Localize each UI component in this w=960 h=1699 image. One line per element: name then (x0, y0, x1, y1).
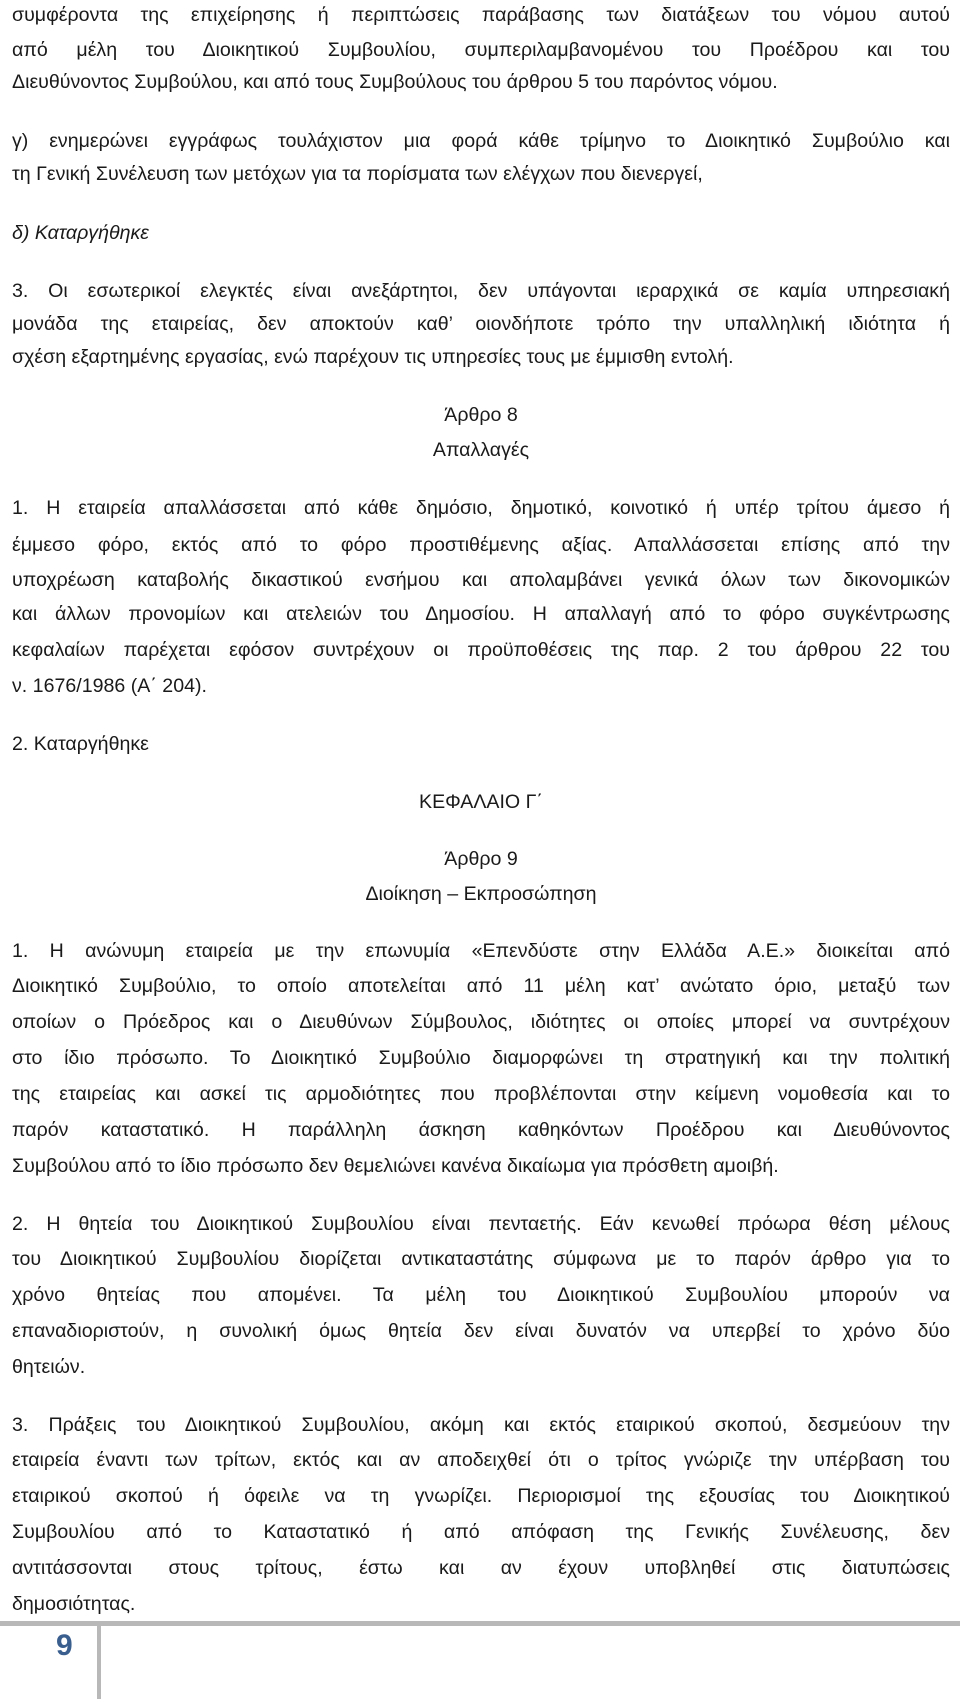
paragraph-line: Διευθύνοντος Συμβούλου, και από τους Συμβούλους του άρθρου 5 του παρόντος νόμου. (12, 71, 778, 93)
paragraph-line: μονάδα της εταιρείας, δεν αποκτούν καθ’ οιονδήποτε τρόπο την υπαλληλική ιδιότητα ή (12, 313, 950, 335)
paragraph-line: γ) ενημερώνει εγγράφως τουλάχιστον μια φορά κάθε τρίμηνο το Διοικητικό Συμβούλιο και (12, 130, 950, 152)
paragraph-line: αντιτάσσονται στους τρίτους, έστω και αν έχουν υποβληθεί στις διατυπώσεις (12, 1557, 950, 1579)
paragraph-line: επαναδιοριστούν, η συνολική όμως θητεία δεν είναι δυνατόν να υπερβεί το χρόνο δύο (12, 1320, 950, 1342)
paragraph-line: σχέση εξαρτημένης εργασίας, ενώ παρέχουν τις υπηρεσίες τους με έμμισθη εντολή. (12, 346, 734, 368)
paragraph-line: εταιρεία έναντι των τρίτων, εκτός και αν αποδειχθεί ότι ο τρίτος γνώριζε την υπέρβαση του (12, 1449, 950, 1471)
paragraph-line: τη Γενική Συνέλευση των μετόχων για τα πορίσματα των ελέγχων που διενεργεί, (12, 163, 703, 185)
paragraph-line: και άλλων προνομίων και ατελειών του Δημοσίου. Η απαλλαγή από το φόρο συγκέντρωσης (12, 603, 950, 625)
paragraph-line: δημοσιότητας. (12, 1593, 136, 1615)
article-heading: Άρθρο 8 (444, 404, 518, 426)
paragraph-line: κεφαλαίων παρέχεται εφόσον συντρέχουν οι προϋποθέσεις της παρ. 2 του άρθρου 22 του (12, 639, 950, 661)
paragraph-line: 1. Η εταιρεία απαλλάσσεται από κάθε δημόσιο, δημοτικό, κοινοτικό ή υπέρ τρίτου άμεσο ή (12, 497, 950, 519)
paragraph-line: 1. Η ανώνυμη εταιρεία με την επωνυμία «Επενδύστε στην Ελλάδα Α.Ε.» διοικείται από (12, 940, 950, 962)
paragraph-line: εταιρικού σκοπού ή όφειλε να τη γνωρίζει. Περιορισμοί της εξουσίας του Διοικητικού (12, 1485, 950, 1507)
paragraph-line: χρόνο θητείας που απομένει. Τα μέλη του Διοικητικού Συμβουλίου μπορούν να (12, 1284, 950, 1306)
paragraph-line: 3. Οι εσωτερικοί ελεγκτές είναι ανεξάρτητοι, δεν υπάγονται ιεραρχικά σε καμία υπηρεσιακή (12, 280, 950, 302)
paragraph-line: της εταιρείας και ασκεί τις αρμοδιότητες που προβλέπονται στην κείμενη νομοθεσία και το (12, 1083, 950, 1105)
article-heading: Άρθρο 9 (444, 848, 518, 870)
paragraph-line: 2. Καταργήθηκε (12, 733, 149, 755)
paragraph-line: ν. 1676/1986 (Α΄ 204). (12, 675, 207, 697)
page-number: 9 (56, 1629, 73, 1662)
paragraph-line: 3. Πράξεις του Διοικητικού Συμβουλίου, ακόμη και εκτός εταιρικού σκοπού, δεσμεύουν την (12, 1414, 950, 1436)
footer-vertical-divider (97, 1624, 101, 1699)
article-title: Απαλλαγές (432, 439, 530, 461)
chapter-heading: ΚΕΦΑΛΑΙΟ Γ΄ (419, 791, 543, 813)
article-title: Διοίκηση – Εκπροσώπηση (365, 883, 597, 905)
paragraph-line: έμμεσο φόρο, εκτός από το φόρο προστιθέμενης αξίας. Απαλλάσσεται επίσης από την (12, 534, 950, 556)
footer-divider (0, 1621, 960, 1626)
paragraph-line: Συμβουλίου από το Καταστατικό ή από απόφαση της Γενικής Συνέλευσης, δεν (12, 1521, 950, 1543)
paragraph-line: του Διοικητικού Συμβουλίου διορίζεται αντικαταστάτης σύμφωνα με το παρόν άρθρο για το (12, 1248, 950, 1270)
repealed-item: δ) Καταργήθηκε (12, 222, 149, 244)
paragraph-line: 2. Η θητεία του Διοικητικού Συμβουλίου είναι πενταετής. Εάν κενωθεί πρόωρα θέση μέλους (12, 1213, 950, 1235)
paragraph-line: οποίων ο Πρόεδρος και ο Διευθύνων Σύμβουλος, ιδιότητες οι οποίες μπορεί να συντρέχουν (12, 1011, 950, 1033)
paragraph-line: παρόν καταστατικό. Η παράλληλη άσκηση καθηκόντων Προέδρου και Διευθύνοντος (12, 1119, 950, 1141)
paragraph-line: Συμβούλου από το ίδιο πρόσωπο δεν θεμελιώνει κανένα δικαίωμα για πρόσθετη αμοιβή. (12, 1155, 779, 1177)
paragraph-line: από μέλη του Διοικητικού Συμβουλίου, συμπεριλαμβανομένου του Προέδρου και του (12, 39, 950, 61)
paragraph-line: θητειών. (12, 1356, 86, 1378)
paragraph-line: στο ίδιο πρόσωπο. Το Διοικητικό Συμβούλιο διαμορφώνει τη στρατηγική και την πολιτική (12, 1047, 950, 1069)
paragraph-line: υποχρέωση καταβολής δικαστικού ενσήμου και απολαμβάνει γενικά όλων των δικονομικών (12, 569, 950, 591)
paragraph-line: συμφέροντα της επιχείρησης ή περιπτώσεις παράβασης των διατάξεων του νόμου αυτού (12, 4, 950, 26)
paragraph-line: Διοικητικό Συμβούλιο, το οποίο αποτελείται από 11 μέλη κατ’ ανώτατο όριο, μεταξύ των (12, 975, 950, 997)
